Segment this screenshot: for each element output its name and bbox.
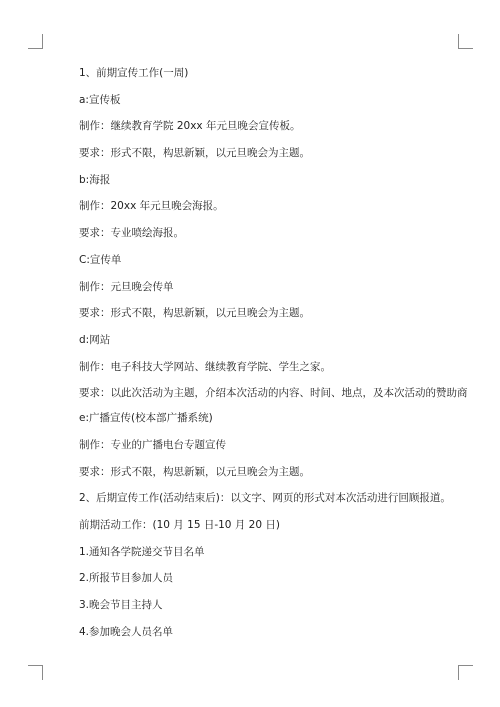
paragraph-broadcast-requirement: 要求：形式不限，构思新颖，以元旦晚会为主题。 — [79, 465, 310, 478]
paragraph-board-production: 制作：继续教育学院 20xx 年元旦晚会宣传板。 — [79, 120, 301, 133]
document-body — [58, 66, 468, 651]
paragraph-broadcast-production: 制作：专业的广播电台专题宣传 — [79, 438, 226, 451]
paragraph-activity-period: 前期活动工作：(10 月 15 日-10 月 20 日) — [79, 519, 280, 531]
paragraph-poster-production: 制作：20xx 年元旦晚会海报。 — [79, 200, 224, 213]
item-heading-website: d:网站 — [79, 333, 111, 346]
crop-mark-bottom-right — [458, 665, 473, 680]
list-item-attendee-list: 4.参加晚会人员名单 — [79, 625, 174, 638]
item-heading-flyer: C:宣传单 — [79, 253, 122, 266]
item-heading-broadcast: e:广播宣传(校本部广播系统) — [79, 412, 213, 425]
item-heading-board: a:宣传板 — [79, 93, 121, 106]
paragraph-website-production: 制作：电子科技大学网站、继续教育学院、学生之家。 — [79, 360, 331, 373]
crop-mark-top-left — [28, 34, 43, 49]
paragraph-flyer-production: 制作：元旦晚会传单 — [79, 280, 174, 293]
paragraph-poster-requirement: 要求：专业喷绘海报。 — [79, 227, 184, 240]
list-item-hosts: 3.晚会节目主持人 — [79, 599, 163, 612]
item-heading-poster: b:海报 — [79, 173, 111, 186]
paragraph-flyer-requirement: 要求：形式不限，构思新颖，以元旦晚会为主题。 — [79, 307, 310, 320]
crop-mark-top-right — [458, 34, 473, 49]
paragraph-board-requirement: 要求：形式不限，构思新颖，以元旦晚会为主题。 — [79, 147, 310, 160]
list-item-program-participants: 2.所报节目参加人员 — [79, 572, 174, 585]
section-heading-post-publicity: 2、后期宣传工作(活动结束后)：以文字、网页的形式对本次活动进行回顾报道。 — [79, 492, 451, 505]
section-heading-pre-publicity: 1、前期宣传工作(一周) — [79, 67, 189, 79]
list-item-notify-colleges: 1.通知各学院递交节目名单 — [79, 545, 205, 558]
paragraph-website-requirement: 要求：以此次活动为主题，介绍本次活动的内容、时间、地点，及本次活动的赞助商 — [79, 387, 468, 400]
crop-mark-bottom-left — [28, 665, 43, 680]
